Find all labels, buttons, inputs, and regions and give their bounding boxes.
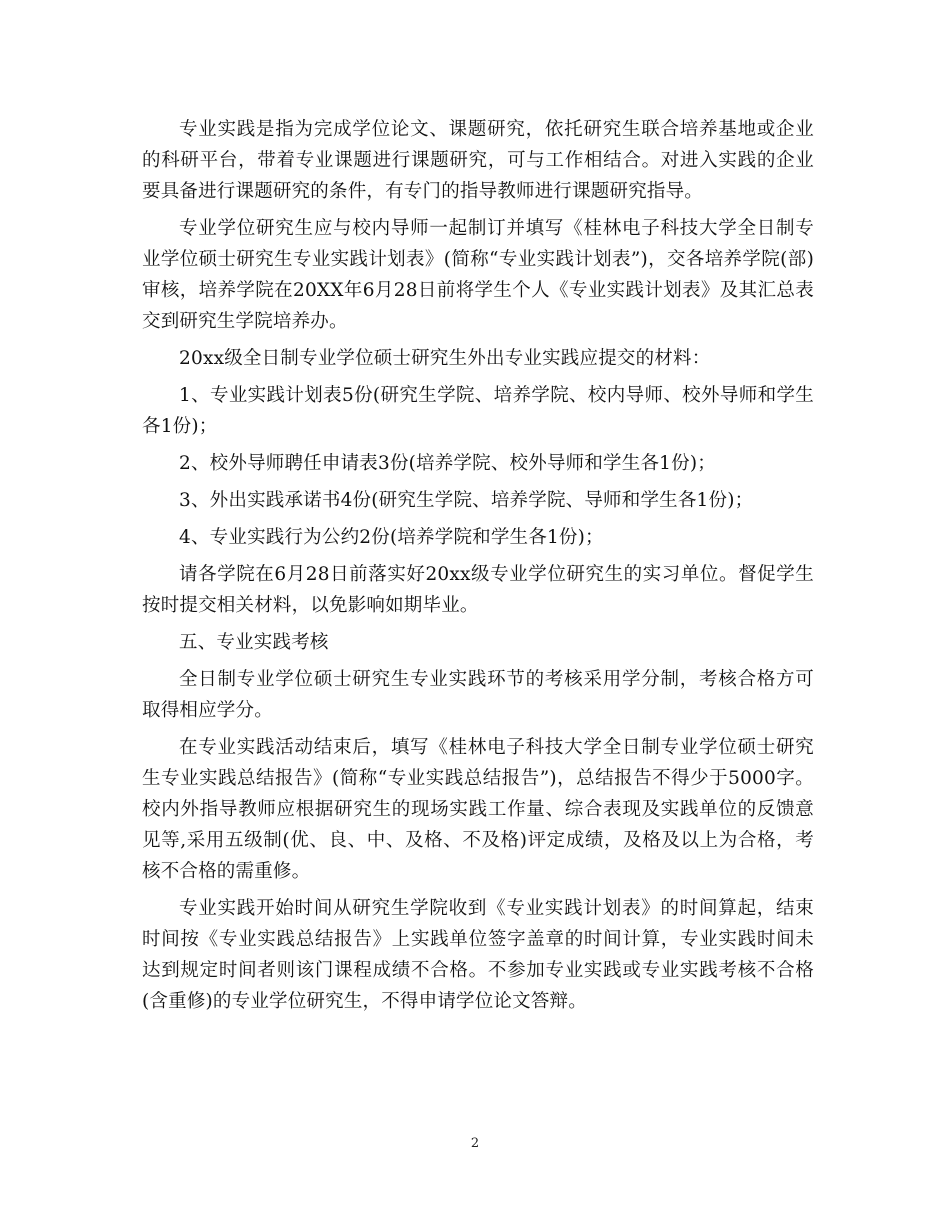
paragraph-practice-plan: 专业学位研究生应与校内导师一起制订并填写《桂林电子科技大学全日制专业学位硕士研究生专业实践计划表》(简称“专业实践计划表”)，交各培养学院(部)审核，培养学院在20XX年6月28日前将学生个人《专业实践计划表》及其汇总表交到研究生学院培养办。 <box>142 218 814 332</box>
page-number: 2 <box>470 1136 480 1151</box>
paragraph-practice-definition: 专业实践是指为完成学位论文、课题研究，依托研究生联合培养基地或企业的科研平台，带着专业课题进行课题研究，可与工作相结合。对进入实践的企业要具备进行课题研究的条件，有专门的指导教师进行课题研究指导。 <box>142 119 814 202</box>
list-item-advisor-form: 2、校外导师聘任申请表3份(培养学院、校外导师和学生各1份)； <box>179 453 716 474</box>
paragraph-summary-report: 在专业实践活动结束后，填写《桂林电子科技大学全日制专业学位硕士研究生专业实践总结报告》(简称“专业实践总结报告”)，总结报告不得少于5000字。校内外指导教师应根据研究生的现场实践工作量、综合表现及实践单位的反馈意见等,采用五级制(优、良、中、及格、不及格)评定成绩，及格及以上为合格，考核不合格的需重修。 <box>142 737 814 882</box>
paragraph-practice-duration: 专业实践开始时间从研究生学院收到《专业实践计划表》的时间算起，结束时间按《专业实践总结报告》上实践单位签字盖章的时间计算，专业实践时间未达到规定时间者则该门课程成绩不合格。不参加专业实践或专业实践考核不合格(含重修)的专业学位研究生，不得申请学位论文答辩。 <box>142 898 814 1012</box>
paragraph-credit-system: 全日制专业学位硕士研究生专业实践环节的考核采用学分制，考核合格方可取得相应学分。 <box>142 669 814 721</box>
list-item-commitment-letter: 3、外出实践承诺书4份(研究生学院、培养学院、导师和学生各1份)； <box>179 490 754 511</box>
list-item-plan-form: 1、专业实践计划表5份(研究生学院、培养学院、校内导师、校外导师和学生各1份)； <box>142 385 814 437</box>
section-heading-assessment: 五、专业实践考核 <box>179 632 329 653</box>
paragraph-deadline-notice: 请各学院在6月28日前落实好20xx级专业学位研究生的实习单位。督促学生按时提交相关材料，以免影响如期毕业。 <box>142 564 814 616</box>
paragraph-materials-intro: 20xx级全日制专业学位硕士研究生外出专业实践应提交的材料： <box>179 348 711 369</box>
document-body <box>142 114 814 1023</box>
list-item-code-of-conduct: 4、专业实践行为公约2份(培养学院和学生各1份)； <box>179 527 604 548</box>
